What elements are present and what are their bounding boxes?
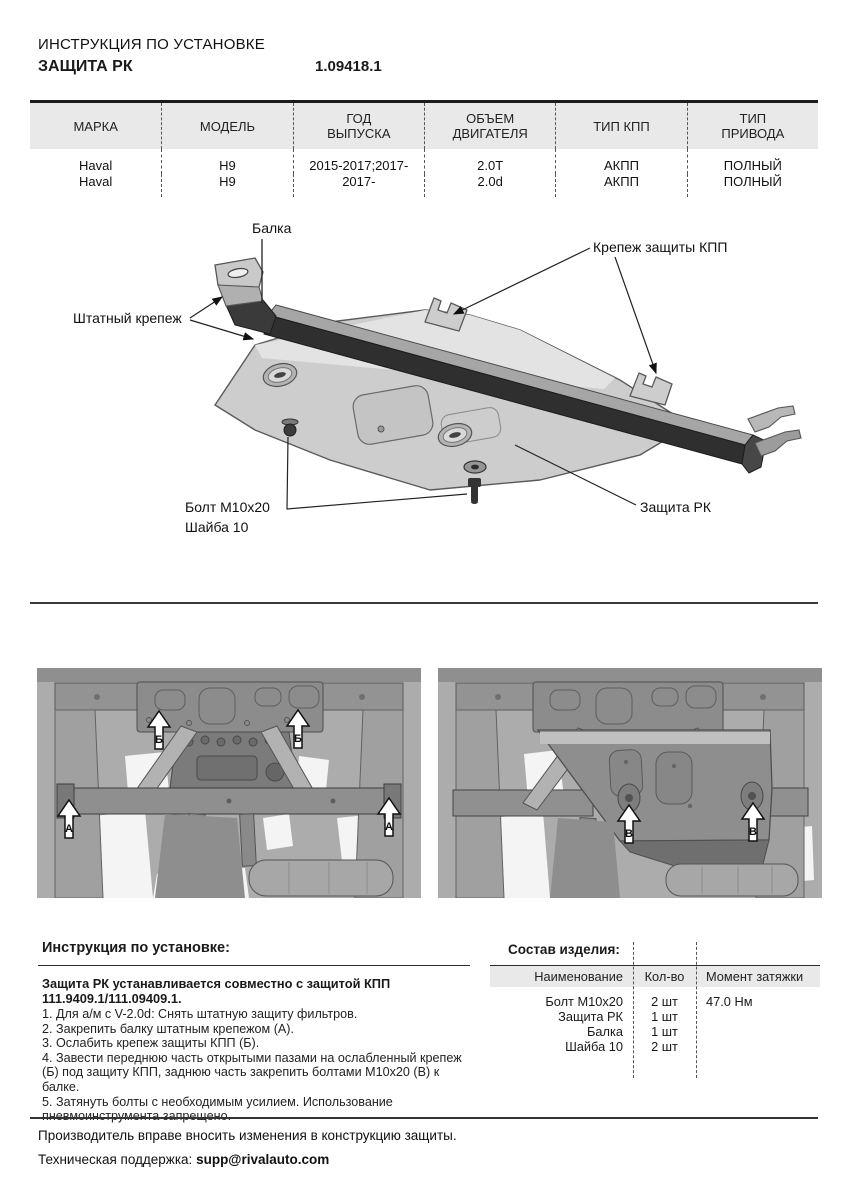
- support-label: Техническая поддержка:: [38, 1152, 193, 1167]
- svg-text:Б: Б: [294, 733, 302, 745]
- fitment-cell: H9: [161, 174, 292, 197]
- photo-top-frame: [438, 668, 822, 682]
- section-divider: [30, 602, 818, 604]
- beam-hook-1: [748, 406, 795, 432]
- washer: [464, 461, 486, 473]
- product-title: ЗАЩИТА РК: [38, 58, 133, 75]
- step-item: 5. Затянуть болты с необходимым усилием. Использование пневмоинструмента запрещено.: [42, 1094, 393, 1124]
- beam-label: Балка: [252, 220, 292, 236]
- step-item: 3. Ослабить крепеж защиты КПП (Б).: [42, 1036, 260, 1051]
- composition-cell: 47.0 Нм: [706, 994, 753, 1009]
- fitment-cell: H9: [161, 149, 292, 174]
- fitment-cell: 2.0d: [424, 174, 555, 197]
- fitment-cell: Haval: [79, 158, 113, 173]
- bolt: [468, 478, 481, 504]
- svg-text:А: А: [65, 823, 73, 835]
- photo-guard-installed: [438, 668, 822, 898]
- fitment-header-drive: ТИП ПРИВОДА: [687, 103, 818, 149]
- instructions-intro: Защита РК устанавливается совместно с защитой КПП 111.9409.1/111.09409.1.: [42, 976, 391, 1006]
- washer-label: Шайба 10: [185, 519, 249, 535]
- svg-text:Б: Б: [155, 734, 163, 746]
- fitment-cell: ПОЛНЫЙ: [687, 149, 818, 174]
- fitment-header-marka: МАРКА: [30, 103, 161, 149]
- step-item: 2. Закрепить балку штатным крепежом (А).: [42, 1021, 294, 1036]
- fitment-cell: АКПП: [555, 174, 686, 197]
- composition-cell: Болт М10х20: [545, 994, 623, 1009]
- composition-table: [490, 966, 820, 1054]
- kpp-fastener-label: Крепеж защиты КПП: [593, 239, 728, 255]
- composition-header-torque: Момент затяжки: [696, 966, 820, 987]
- photo-beam-installed: [37, 668, 421, 898]
- fitment-cell: Haval: [79, 174, 113, 189]
- footer-disclaimer: Производитель вправе вносить изменения в конструкцию защиты.: [38, 1128, 457, 1143]
- step-item: 1. Для а/м с V-2.0d: Снять штатную защиту фильтров.: [42, 1007, 358, 1021]
- guard-label: Защита РК: [640, 499, 712, 515]
- kpp-guard-plate: [533, 682, 723, 732]
- composition-cell: [696, 1009, 820, 1024]
- support-email: supp@rivalauto.com: [196, 1152, 330, 1167]
- bolt-label: Болт М10х20: [185, 499, 270, 515]
- composition-cell: 2 шт: [651, 994, 678, 1009]
- fitment-header-model: МОДЕЛЬ: [161, 103, 292, 149]
- composition-cell: Балка: [587, 1024, 623, 1039]
- composition-header-name: Наименование: [490, 966, 633, 987]
- doc-type-title: ИНСТРУКЦИЯ ПО УСТАНОВКЕ: [38, 36, 265, 53]
- exploded-view-diagram: [30, 215, 820, 605]
- composition-cell: [696, 1024, 820, 1039]
- stock-fastener-label: Штатный крепеж: [73, 310, 182, 326]
- exhaust-pipes: [550, 818, 620, 898]
- leader-kpp-2: [615, 257, 656, 373]
- fitment-cell: ПОЛНЫЙ: [687, 174, 818, 197]
- beam-hook-2: [755, 430, 801, 456]
- fitment-header-engine: ОБЪЕМ ДВИГАТЕЛЯ: [424, 103, 555, 149]
- composition-cell: 2 шт: [651, 1039, 678, 1054]
- svg-text:А: А: [385, 821, 393, 833]
- document-footer: [30, 1117, 818, 1167]
- product-composition: [490, 940, 820, 1054]
- composition-cell: Шайба 10: [565, 1039, 623, 1054]
- muffler: [666, 864, 798, 896]
- instructions-steps: [42, 1007, 470, 1124]
- composition-cell: [696, 1039, 820, 1054]
- composition-cell: 1 шт: [651, 1024, 678, 1039]
- fitment-cell: АКПП: [555, 149, 686, 174]
- instructions-heading: Инструкция по установке:: [38, 940, 470, 966]
- leader-stock-1: [190, 297, 222, 318]
- svg-text:В: В: [749, 826, 757, 838]
- fitment-table: [30, 100, 818, 197]
- fitment-header-gearbox: ТИП КПП: [555, 103, 686, 149]
- leader-kpp-1: [454, 248, 590, 314]
- footer-support: [38, 1152, 818, 1167]
- composition-heading: Состав изделия:: [490, 940, 820, 966]
- step-item: 4. Завести переднюю часть открытыми пазами на ослабленный крепеж (Б) под защиту КПП, заднюю часть закрепить болтами М10х20 (В) к балке.: [42, 1050, 462, 1094]
- plate-hole: [378, 426, 384, 432]
- composition-cell: Защита РК: [558, 1009, 623, 1024]
- composition-header-qty: Кол-во: [633, 966, 696, 987]
- installation-instructions: [38, 940, 470, 1124]
- photo-top-frame: [37, 668, 421, 682]
- svg-text:В: В: [625, 828, 633, 840]
- document-header: [38, 36, 818, 78]
- fitment-cell: 2015-2017;2017-: [293, 149, 424, 174]
- composition-cell: 1 шт: [651, 1009, 678, 1024]
- muffler: [249, 860, 393, 896]
- part-number: 1.09418.1: [315, 58, 382, 75]
- fitment-cell: 2.0T: [424, 149, 555, 174]
- fitment-header-year: ГОД ВЫПУСКА: [293, 103, 424, 149]
- fitment-cell: 2017-: [293, 174, 424, 197]
